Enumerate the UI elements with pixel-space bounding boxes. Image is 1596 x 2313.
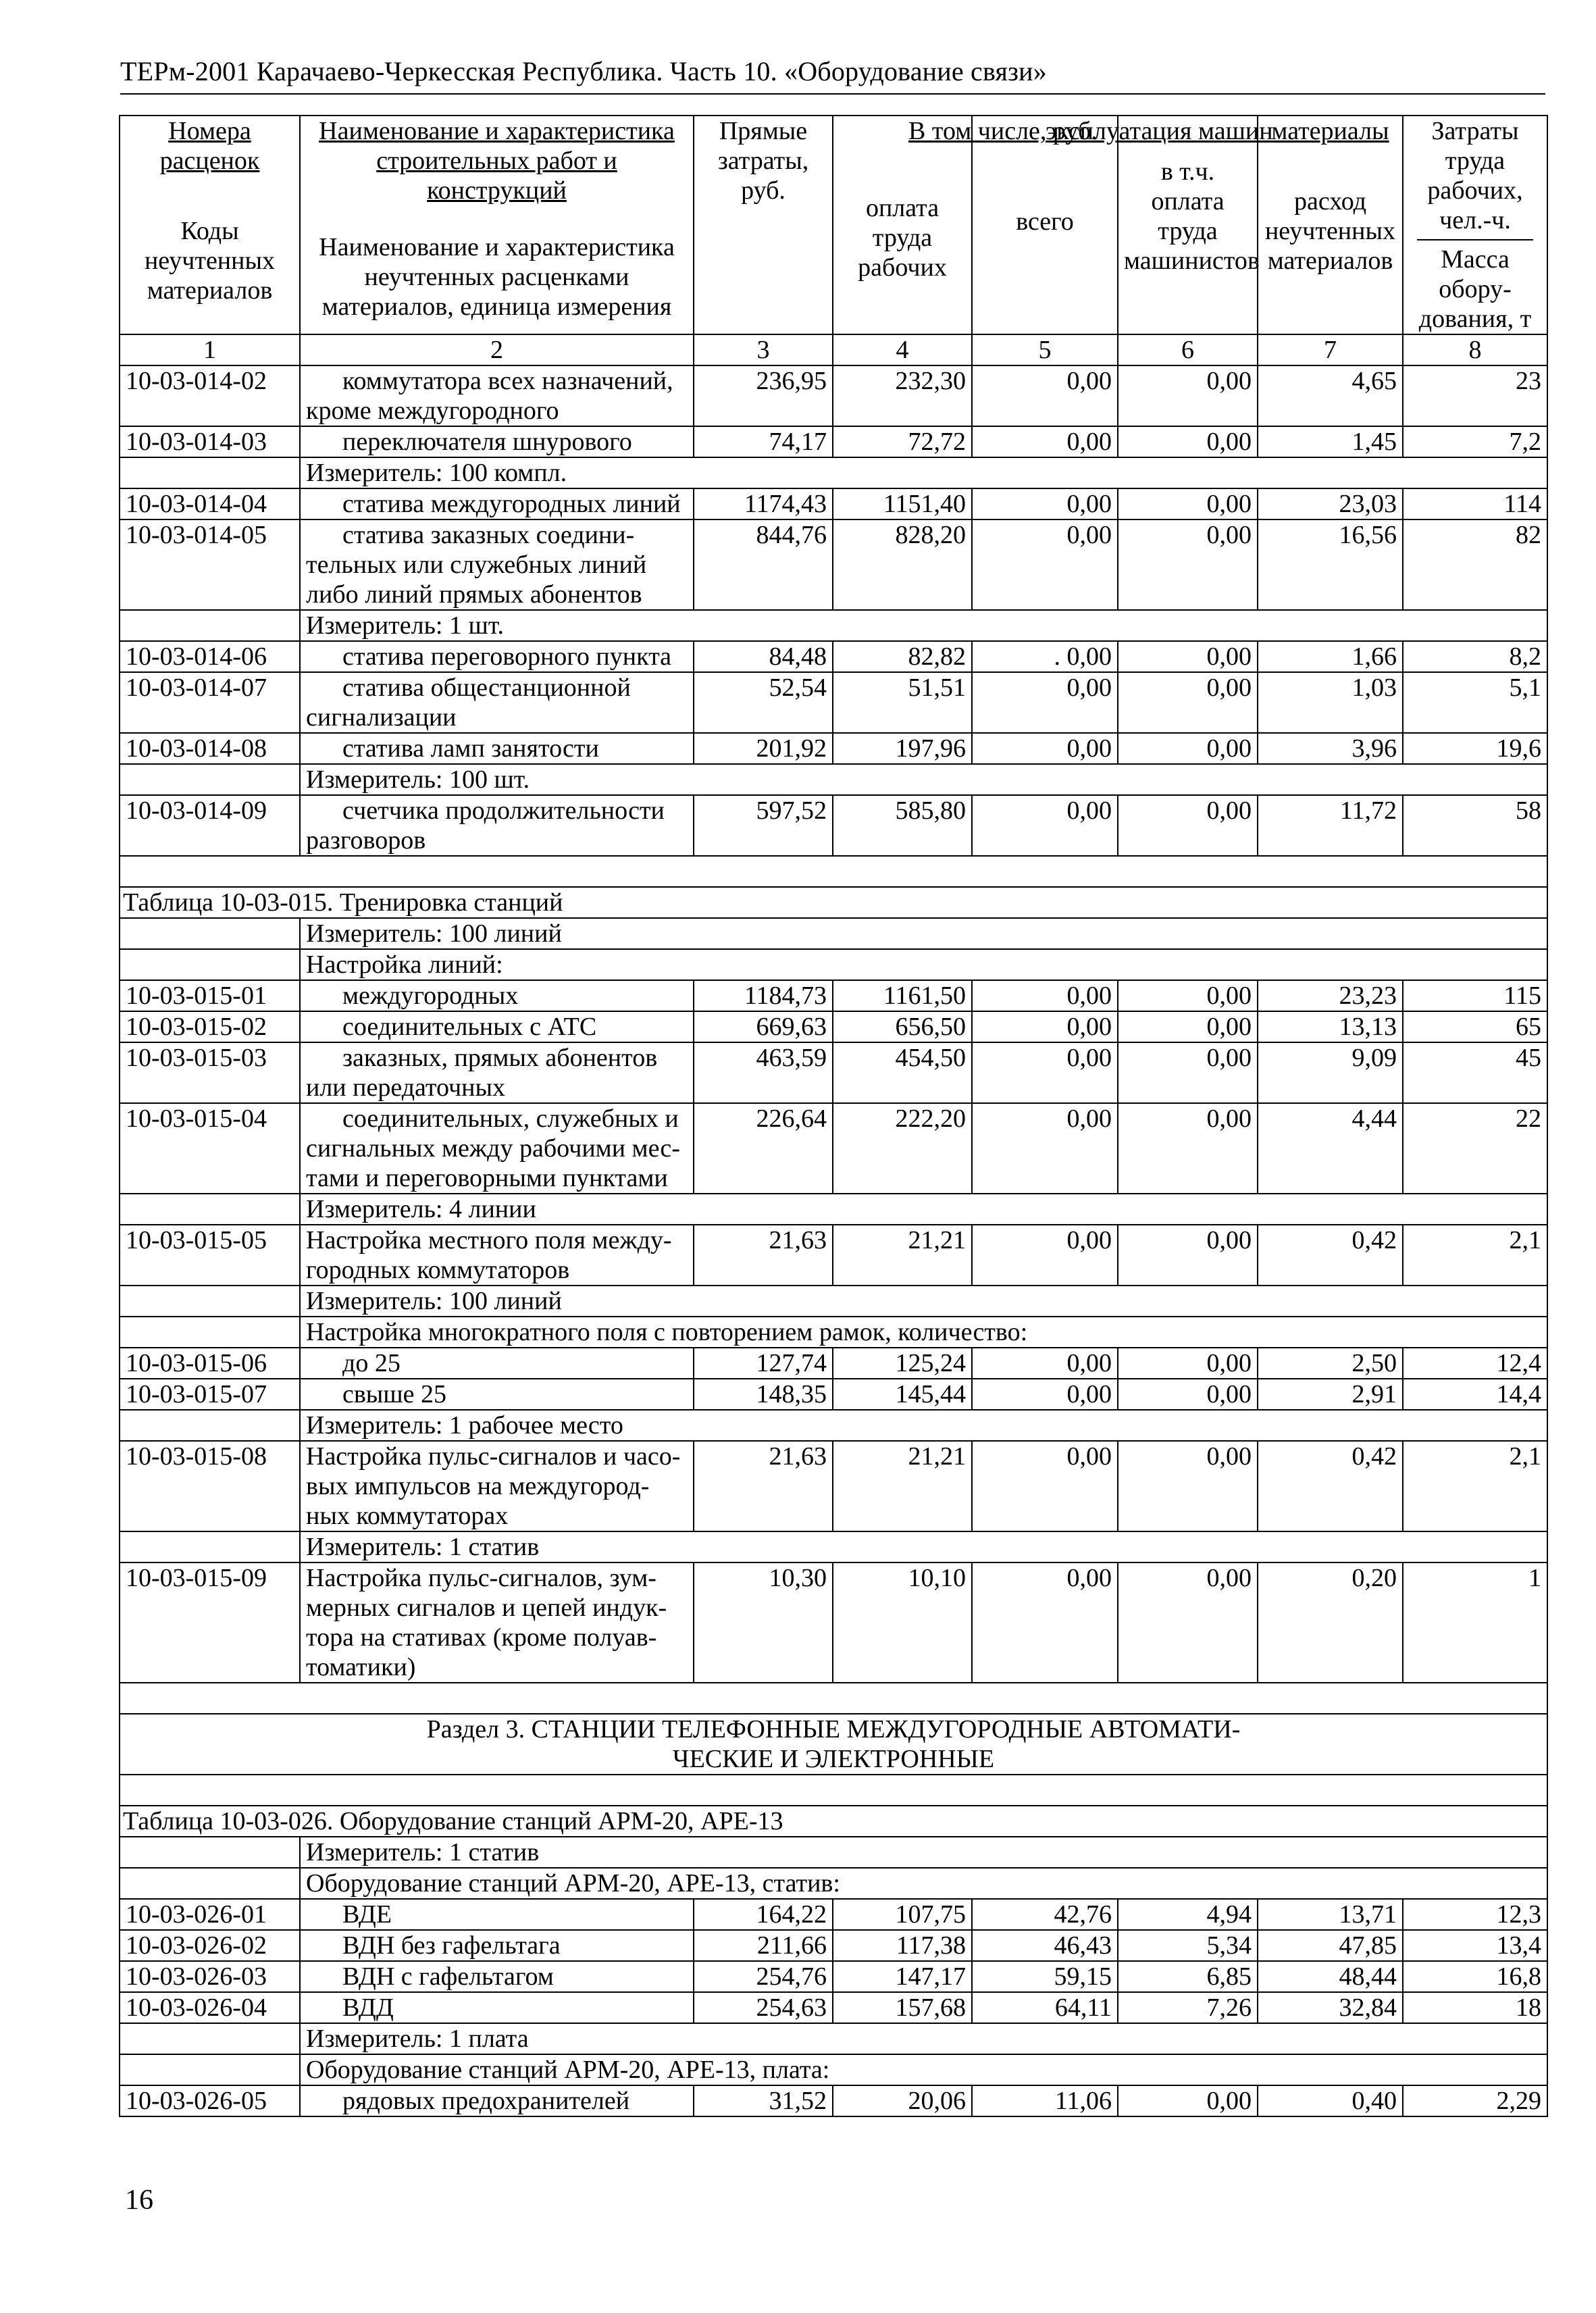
measure-unit: Измеритель: 4 линии <box>300 1194 1547 1225</box>
section-title: Раздел 3. СТАНЦИИ ТЕЛЕФОННЫЕ МЕЖДУГОРОДНЫЕ АВТОМАТИ- ЧЕСКИЕ И ЭЛЕКТРОННЫЕ <box>120 1714 1547 1775</box>
rate-code: 10-03-015-07 <box>120 1379 300 1410</box>
materials-cost: 47,85 <box>1258 1930 1403 1961</box>
work-description: Настройка местного поля между-городных коммутаторов <box>300 1225 694 1286</box>
work-description: ВДД <box>300 1992 694 2023</box>
page-header: ТЕРм-2001 Карачаево-Черкесская Республика. Часть 10. «Оборудование связи» <box>120 56 1047 86</box>
table-row <box>120 1562 1547 1683</box>
rate-code: 10-03-015-09 <box>120 1562 300 1683</box>
labor-hours: 65 <box>1403 1011 1547 1042</box>
meas-row <box>120 1194 1547 1225</box>
table-row <box>120 1441 1547 1531</box>
rate-code: 10-03-014-04 <box>120 488 300 519</box>
machines-total: 0,00 <box>972 980 1118 1011</box>
measure-unit: Измеритель: 1 плата <box>300 2023 1547 2054</box>
materials-cost: 0,20 <box>1258 1562 1403 1683</box>
group-heading: Оборудование станций АРМ-20, АРЕ-13, статив: <box>300 1868 1547 1899</box>
machines-pay: 0,00 <box>1118 1042 1258 1103</box>
header-labor-pay: В том числе, руб. оплата труда рабочих <box>833 116 972 334</box>
direct-cost: 226,64 <box>694 1103 833 1194</box>
direct-cost: 669,63 <box>694 1011 833 1042</box>
work-description: Настройка пульс-сигналов и часо-вых импульсов на междугород-ных коммутаторах <box>300 1441 694 1531</box>
rates-table <box>119 115 1548 2117</box>
machines-total: 64,11 <box>972 1992 1118 2023</box>
header-rule <box>120 93 1545 95</box>
work-description: рядовых предохранителей <box>300 2085 694 2116</box>
labor-pay: 232,30 <box>833 365 972 426</box>
measure-unit: Измеритель: 1 статив <box>300 1837 1547 1868</box>
rate-code: 10-03-014-06 <box>120 641 300 672</box>
work-description: Настройка пульс-сигналов, зум-мерных сигналов и цепей индук-тора на стативах (кроме полуав-томатики) <box>300 1562 694 1683</box>
labor-pay: 117,38 <box>833 1930 972 1961</box>
labor-hours: 114 <box>1403 488 1547 519</box>
work-description: статива заказных соедини-тельных или служебных линий либо линий прямых абонентов <box>300 519 694 610</box>
table-row <box>120 1225 1547 1286</box>
measure-unit: Измеритель: 100 линий <box>300 1286 1547 1317</box>
labor-hours: 1 <box>1403 1562 1547 1683</box>
table-row <box>120 365 1547 426</box>
machines-total: 46,43 <box>972 1930 1118 1961</box>
labor-hours: 23 <box>1403 365 1547 426</box>
rows-015-2 <box>120 1225 1547 1286</box>
labor-hours: 115 <box>1403 980 1547 1011</box>
header-codes: Номера расценок Коды неучтенных материалов <box>120 116 300 334</box>
machines-total: 0,00 <box>972 1441 1118 1531</box>
work-description: статива ламп занятости <box>300 733 694 764</box>
work-description: статива междугородных линий <box>300 488 694 519</box>
machines-total: 0,00 <box>972 488 1118 519</box>
labor-hours: 58 <box>1403 795 1547 856</box>
table-015-title: Таблица 10-03-015. Тренировка станций <box>120 887 1547 918</box>
machines-pay: 0,00 <box>1118 426 1258 457</box>
rate-code: 10-03-026-04 <box>120 1992 300 2023</box>
machines-total: 0,00 <box>972 1225 1118 1286</box>
table-header <box>120 116 1547 365</box>
header-name: Наименование и характеристика строительных работ и конструкций Наименование и характеристика неучтенных расценками материалов, единица измерения <box>300 116 694 334</box>
page-number: 16 <box>125 2185 153 2216</box>
machines-pay: 0,00 <box>1118 1225 1258 1286</box>
machines-total: 59,15 <box>972 1961 1118 1992</box>
machines-pay: 0,00 <box>1118 641 1258 672</box>
labor-hours: 8,2 <box>1403 641 1547 672</box>
labor-pay: 145,44 <box>833 1379 972 1410</box>
table-row <box>120 1961 1547 1992</box>
direct-cost: 127,74 <box>694 1348 833 1379</box>
rate-code: 10-03-015-02 <box>120 1011 300 1042</box>
direct-cost: 254,63 <box>694 1992 833 2023</box>
rate-code: 10-03-015-04 <box>120 1103 300 1194</box>
machines-total: 42,76 <box>972 1899 1118 1930</box>
materials-cost: 9,09 <box>1258 1042 1403 1103</box>
rate-code: 10-03-015-01 <box>120 980 300 1011</box>
work-description: ВДЕ <box>300 1899 694 1930</box>
meas-row <box>120 1531 1547 1562</box>
machines-pay: 0,00 <box>1118 365 1258 426</box>
direct-cost: 74,17 <box>694 426 833 457</box>
header-materials: материалы расход неучтенных материалов <box>1258 116 1403 334</box>
machines-total: 0,00 <box>972 1562 1118 1683</box>
work-description: ВДН с гафельтагом <box>300 1961 694 1992</box>
materials-cost: 0,42 <box>1258 1225 1403 1286</box>
rows-026-2 <box>120 2085 1547 2116</box>
measure-unit: Измеритель: 1 статив <box>300 1531 1547 1562</box>
meas-row <box>120 1286 1547 1348</box>
rows-015-4 <box>120 1441 1547 1531</box>
materials-cost: 1,03 <box>1258 672 1403 733</box>
labor-pay: 828,20 <box>833 519 972 610</box>
materials-cost: 4,44 <box>1258 1103 1403 1194</box>
machines-total: 11,06 <box>972 2085 1118 2116</box>
labor-pay: 656,50 <box>833 1011 972 1042</box>
materials-cost: 0,42 <box>1258 1441 1403 1531</box>
machines-pay: 0,00 <box>1118 1348 1258 1379</box>
work-description: соединительных с АТС <box>300 1011 694 1042</box>
table-row <box>120 641 1547 672</box>
labor-hours: 7,2 <box>1403 426 1547 457</box>
direct-cost: 21,63 <box>694 1225 833 1286</box>
header-labor-cost: Затраты труда рабочих, чел.-ч. Масса обору-дования, т <box>1403 116 1547 334</box>
labor-hours: 82 <box>1403 519 1547 610</box>
work-description: заказных, прямых абонентов или передаточных <box>300 1042 694 1103</box>
table-row <box>120 1899 1547 1930</box>
labor-pay: 157,68 <box>833 1992 972 2023</box>
machines-total: 0,00 <box>972 672 1118 733</box>
materials-cost: 48,44 <box>1258 1961 1403 1992</box>
materials-cost: 2,50 <box>1258 1348 1403 1379</box>
rows-014-a <box>120 365 1547 457</box>
work-description: счетчика продолжительности разговоров <box>300 795 694 856</box>
direct-cost: 148,35 <box>694 1379 833 1410</box>
direct-cost: 211,66 <box>694 1930 833 1961</box>
labor-hours: 14,4 <box>1403 1379 1547 1410</box>
rows-014-b <box>120 488 1547 610</box>
table-row <box>120 1042 1547 1103</box>
table-row <box>120 1348 1547 1379</box>
labor-pay: 454,50 <box>833 1042 972 1103</box>
meas-row <box>120 1410 1547 1441</box>
machines-pay: 0,00 <box>1118 672 1258 733</box>
labor-pay: 10,10 <box>833 1562 972 1683</box>
materials-cost: 13,71 <box>1258 1899 1403 1930</box>
machines-pay: 0,00 <box>1118 1011 1258 1042</box>
materials-cost: 1,66 <box>1258 641 1403 672</box>
machines-pay: 0,00 <box>1118 2085 1258 2116</box>
labor-pay: 21,21 <box>833 1225 972 1286</box>
header-machines-pay: в т.ч. оплата труда машинистов <box>1118 116 1258 334</box>
direct-cost: 21,63 <box>694 1441 833 1531</box>
machines-total: 0,00 <box>972 1348 1118 1379</box>
rows-026-1 <box>120 1899 1547 2023</box>
labor-hours: 5,1 <box>1403 672 1547 733</box>
materials-cost: 1,45 <box>1258 426 1403 457</box>
header-divider <box>1417 239 1533 240</box>
materials-cost: 13,13 <box>1258 1011 1403 1042</box>
meas-row <box>120 764 1547 795</box>
work-description: статива переговорного пункта <box>300 641 694 672</box>
machines-pay: 0,00 <box>1118 980 1258 1011</box>
labor-hours: 2,1 <box>1403 1441 1547 1531</box>
machines-total: 0,00 <box>972 1011 1118 1042</box>
machines-pay: 4,94 <box>1118 1899 1258 1930</box>
rows-015-5 <box>120 1562 1547 1683</box>
group-heading: Настройка многократного поля с повторением рамок, количество: <box>300 1317 1547 1348</box>
labor-pay: 72,72 <box>833 426 972 457</box>
measure-unit: Измеритель: 1 рабочее место <box>300 1410 1547 1441</box>
rows-014-c <box>120 641 1547 764</box>
table-row <box>120 795 1547 856</box>
column-numbers-row: 1 2 3 4 5 6 7 8 <box>120 334 1547 365</box>
rows-015-1 <box>120 980 1547 1194</box>
rate-code: 10-03-014-09 <box>120 795 300 856</box>
measure-unit: Измеритель: 100 шт. <box>300 764 1547 795</box>
work-description: до 25 <box>300 1348 694 1379</box>
table-row <box>120 980 1547 1011</box>
machines-total: 0,00 <box>972 795 1118 856</box>
rate-code: 10-03-026-01 <box>120 1899 300 1930</box>
table-row <box>120 1103 1547 1194</box>
table-row <box>120 519 1547 610</box>
direct-cost: 84,48 <box>694 641 833 672</box>
rate-code: 10-03-015-05 <box>120 1225 300 1286</box>
labor-hours: 2,29 <box>1403 2085 1547 2116</box>
machines-pay: 0,00 <box>1118 795 1258 856</box>
machines-total: 0,00 <box>972 733 1118 764</box>
materials-cost: 3,96 <box>1258 733 1403 764</box>
meas-row <box>120 457 1547 488</box>
header-direct: Прямые затраты, руб. <box>694 116 833 334</box>
meas-row <box>120 2023 1547 2085</box>
machines-pay: 0,00 <box>1118 519 1258 610</box>
rate-code: 10-03-014-05 <box>120 519 300 610</box>
measure-unit: Измеритель: 100 компл. <box>300 457 1547 488</box>
labor-pay: 125,24 <box>833 1348 972 1379</box>
direct-cost: 52,54 <box>694 672 833 733</box>
materials-cost: 2,91 <box>1258 1379 1403 1410</box>
direct-cost: 254,76 <box>694 1961 833 1992</box>
machines-pay: 0,00 <box>1118 1103 1258 1194</box>
labor-pay: 51,51 <box>833 672 972 733</box>
rate-code: 10-03-014-07 <box>120 672 300 733</box>
machines-pay: 0,00 <box>1118 488 1258 519</box>
materials-cost: 11,72 <box>1258 795 1403 856</box>
labor-pay: 222,20 <box>833 1103 972 1194</box>
machines-pay: 5,34 <box>1118 1930 1258 1961</box>
rate-code: 10-03-026-03 <box>120 1961 300 1992</box>
labor-pay: 21,21 <box>833 1441 972 1531</box>
machines-total: 0,00 <box>972 426 1118 457</box>
table-row <box>120 1930 1547 1961</box>
work-description: статива общестанционной сигнализации <box>300 672 694 733</box>
machines-pay: 0,00 <box>1118 1441 1258 1531</box>
section-3-block <box>120 1683 1547 1899</box>
table-row <box>120 426 1547 457</box>
direct-cost: 1184,73 <box>694 980 833 1011</box>
rate-code: 10-03-026-05 <box>120 2085 300 2116</box>
direct-cost: 236,95 <box>694 365 833 426</box>
labor-pay: 82,82 <box>833 641 972 672</box>
direct-cost: 164,22 <box>694 1899 833 1930</box>
work-description: ВДН без гафельтага <box>300 1930 694 1961</box>
table-row <box>120 1992 1547 2023</box>
machines-pay: 7,26 <box>1118 1992 1258 2023</box>
rate-code: 10-03-015-06 <box>120 1348 300 1379</box>
table-row <box>120 1011 1547 1042</box>
labor-hours: 2,1 <box>1403 1225 1547 1286</box>
machines-pay: 0,00 <box>1118 733 1258 764</box>
labor-pay: 1151,40 <box>833 488 972 519</box>
meas-row <box>120 610 1547 641</box>
labor-hours: 19,6 <box>1403 733 1547 764</box>
labor-pay: 147,17 <box>833 1961 972 1992</box>
materials-cost: 23,23 <box>1258 980 1403 1011</box>
rows-014-d <box>120 795 1547 856</box>
work-description: переключателя шнурового <box>300 426 694 457</box>
labor-hours: 22 <box>1403 1103 1547 1194</box>
labor-pay: 1161,50 <box>833 980 972 1011</box>
labor-pay: 20,06 <box>833 2085 972 2116</box>
labor-hours: 12,4 <box>1403 1348 1547 1379</box>
machines-total: 0,00 <box>972 1379 1118 1410</box>
labor-pay: 197,96 <box>833 733 972 764</box>
direct-cost: 1174,43 <box>694 488 833 519</box>
table-row <box>120 488 1547 519</box>
labor-hours: 45 <box>1403 1042 1547 1103</box>
machines-total: 0,00 <box>972 1042 1118 1103</box>
materials-cost: 4,65 <box>1258 365 1403 426</box>
measure-unit: Измеритель: 1 шт. <box>300 610 1547 641</box>
group-heading: Настройка линий: <box>300 949 1547 980</box>
machines-pay: 6,85 <box>1118 1961 1258 1992</box>
machines-total: . 0,00 <box>972 641 1118 672</box>
table-row <box>120 2085 1547 2116</box>
labor-hours: 12,3 <box>1403 1899 1547 1930</box>
materials-cost: 23,03 <box>1258 488 1403 519</box>
work-description: междугородных <box>300 980 694 1011</box>
table-row <box>120 1379 1547 1410</box>
work-description: соединительных, служебных и сигнальных между рабочими мес-тами и переговорными пунктами <box>300 1103 694 1194</box>
direct-cost: 597,52 <box>694 795 833 856</box>
materials-cost: 32,84 <box>1258 1992 1403 2023</box>
measure-unit: Измеритель: 100 линий <box>300 918 1547 949</box>
materials-cost: 0,40 <box>1258 2085 1403 2116</box>
machines-total: 0,00 <box>972 1103 1118 1194</box>
rate-code: 10-03-014-02 <box>120 365 300 426</box>
rate-code: 10-03-015-03 <box>120 1042 300 1103</box>
machines-pay: 0,00 <box>1118 1562 1258 1683</box>
work-description: коммутатора всех назначений, кроме междугородного <box>300 365 694 426</box>
rows-015-3 <box>120 1348 1547 1410</box>
labor-pay: 585,80 <box>833 795 972 856</box>
table-row <box>120 672 1547 733</box>
rate-code: 10-03-015-08 <box>120 1441 300 1531</box>
machines-total: 0,00 <box>972 519 1118 610</box>
materials-cost: 16,56 <box>1258 519 1403 610</box>
labor-hours: 13,4 <box>1403 1930 1547 1961</box>
labor-hours: 16,8 <box>1403 1961 1547 1992</box>
table-row <box>120 733 1547 764</box>
labor-pay: 107,75 <box>833 1899 972 1930</box>
direct-cost: 463,59 <box>694 1042 833 1103</box>
direct-cost: 844,76 <box>694 519 833 610</box>
rate-code: 10-03-014-08 <box>120 733 300 764</box>
table-026-title: Таблица 10-03-026. Оборудование станций АРМ-20, АРЕ-13 <box>120 1806 1547 1837</box>
direct-cost: 201,92 <box>694 733 833 764</box>
group-heading: Оборудование станций АРМ-20, АРЕ-13, плата: <box>300 2054 1547 2085</box>
machines-pay: 0,00 <box>1118 1379 1258 1410</box>
rate-code: 10-03-014-03 <box>120 426 300 457</box>
direct-cost: 31,52 <box>694 2085 833 2116</box>
machines-total: 0,00 <box>972 365 1118 426</box>
header-machines-total: эксплуатация машин всего <box>972 116 1118 334</box>
table-015-title-block <box>120 856 1547 980</box>
rate-code: 10-03-026-02 <box>120 1930 300 1961</box>
direct-cost: 10,30 <box>694 1562 833 1683</box>
labor-hours: 18 <box>1403 1992 1547 2023</box>
work-description: свыше 25 <box>300 1379 694 1410</box>
